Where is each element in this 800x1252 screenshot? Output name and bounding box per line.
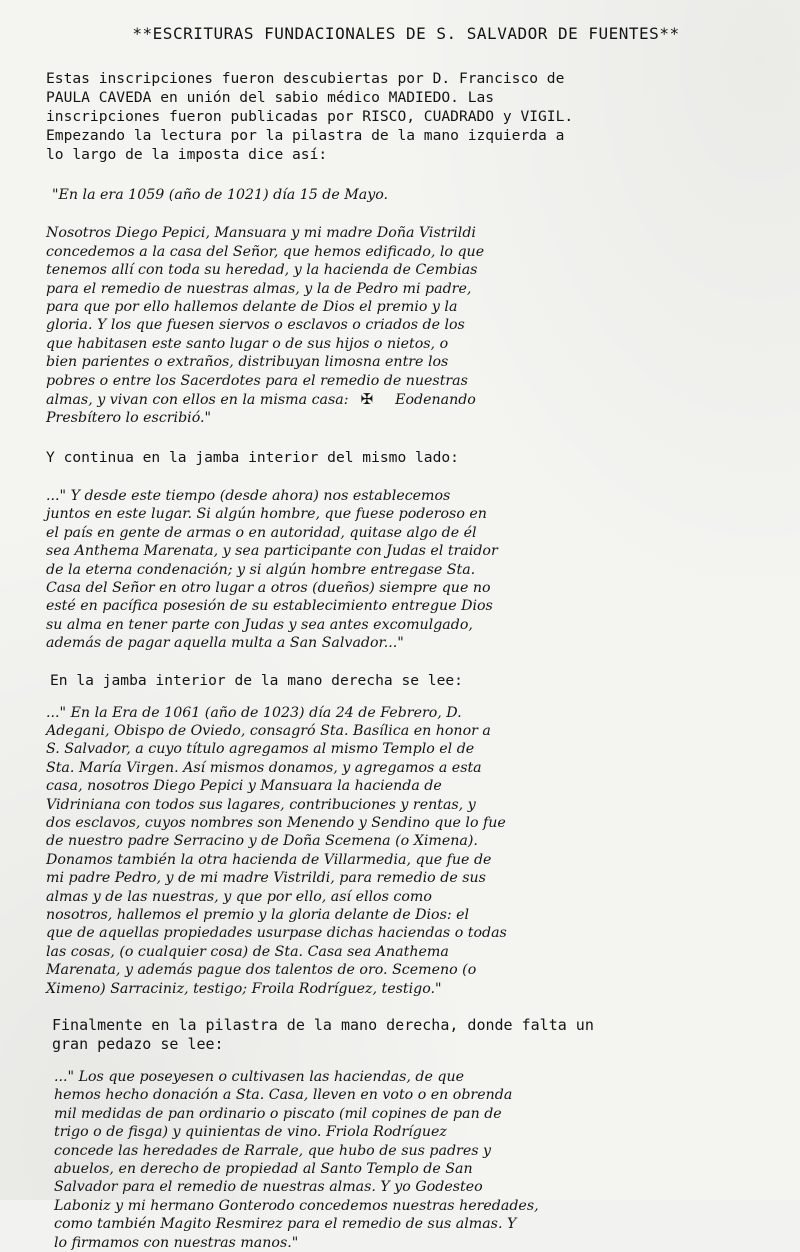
inscription-right-pilaster: ..." Los que poseyesen o cultivasen las haciendas, de que hemos hecho donación a Sta. Casa, lleven en voto o en obrenda mil medidas de pan ordinario o piscato (mil copines de pan de trigo o de fisga) y quinientas de vino. Friola Rodríguez concede las heredades de Rarrale, que hubo de sus padres y abuelos, en derecho de propiedad al Santo Templo de San Salvador para el remedio de nuestras almas. Y yo Godesteo Laboniz y mi hermano Gonterodo concedemos nuestras heredades, como también Magito Resmirez para el remedio de sus almas. Y lo firmamos con nuestras manos." bbox=[54, 1069, 539, 1251]
page-title: **ESCRITURAS FUNDACIONALES DE S. SALVADOR DE FUENTES** bbox=[132, 24, 680, 43]
section-heading-left-jamb: Y continua en la jamba interior del mismo lado: bbox=[46, 448, 459, 466]
inscription-date-line: "En la era 1059 (año de 1021) día 15 de Mayo. bbox=[52, 187, 389, 203]
section-heading-right-jamb: En la jamba interior de la mano derecha se lee: bbox=[50, 671, 463, 689]
section-heading-right-pilaster: Finalmente en la pilastra de la mano derecha, donde falta un gran pedazo se lee: bbox=[52, 1016, 594, 1054]
inscription-left-pilaster-text: Nosotros Diego Pepici, Mansuara y mi madre Doña Vistrildi concedemos a la casa del Señor, que hemos edificado, lo que tenemos allí con toda su heredad, y la hacienda de Cembias para el remedio de nuestras almas, y la de Pedro mi padre, para que por ello hallemos delante de Dios el premio y la gloria. Y los que fuesen siervos o esclavos o criados de los que habitasen este santo lugar o de sus hijos o nietos, o bien parientes o extraños, distribuyan limosna entre los pobres o entre los Sacerdotes para el remedio de nuestras almas, y vivan con ellos en la misma casa: bbox=[46, 225, 485, 409]
inscription-right-jamb: ..." En la Era de 1061 (año de 1023) día 24 de Febrero, D. Adegani, Obispo de Oviedo, consagró Sta. Basílica en honor a S. Salvador, a cuyo título agregamos al mismo Templo el de Sta. María Virgen. Así mismos donamos, y agregamos a esta casa, nosotros Diego Pepici y Mansuara la hacienda de Vidriniana con todos sus lagares, contribuciones y rentas, y dos esclavos, cuyos nombres son Menendo y Sendino que lo fue de nuestro padre Serracino y de Doña Scemena (o Ximena). Donamos también la otra hacienda de Villarmedia, que fue de mi padre Pedro, y de mi madre Vistrildi, para remedio de sus almas y de las nuestras, y que por ello, así ellos como nosotros, hallemos el premio y la gloria delante de Dios: el que de aquellas propiedades usurpase dichas haciendas o todas las cosas, (o cualquier cosa) de Sta. Casa sea Anathema Marenata, y además pague dos talentos de oro. Scemeno (o Ximeno) Sarraciniz, testigo; Froila Rodríguez, testigo." bbox=[46, 704, 507, 997]
inscription-left-pilaster-signature: Eodenando Presbítero lo escribió." bbox=[46, 392, 476, 427]
inscription-left-pilaster bbox=[46, 224, 770, 427]
intro-paragraph: Estas inscripciones fueron descubiertas por D. Francisco de PAULA CAVEDA en unión del sabio médico MADIEDO. Las inscripciones fueron publicadas por RISCO, CUADRADO y VIGIL. Empezando la lectura por la pilastra de la mano izquierda a lo largo de la imposta dice así: bbox=[46, 70, 574, 163]
inscription-left-jamb: ..." Y desde este tiempo (desde ahora) nos establecemos juntos en este lugar. Si algún hombre, que fuese poderoso en el país en gente de armas o en autoridad, quitase algo de él sea Anthema Marenata, y sea participante con Judas el traidor de la eterna condenación; y si algún hombre entregase Sta. Casa del Señor en otro lugar a otros (dueños) siempre que no esté en pacífica posesión de su establecimiento entregue Dios su alma en tener parte con Judas y sea antes excomulgado, además de pagar aquella multa a San Salvador..." bbox=[46, 487, 498, 652]
cross-icon: ✠ bbox=[360, 390, 374, 409]
